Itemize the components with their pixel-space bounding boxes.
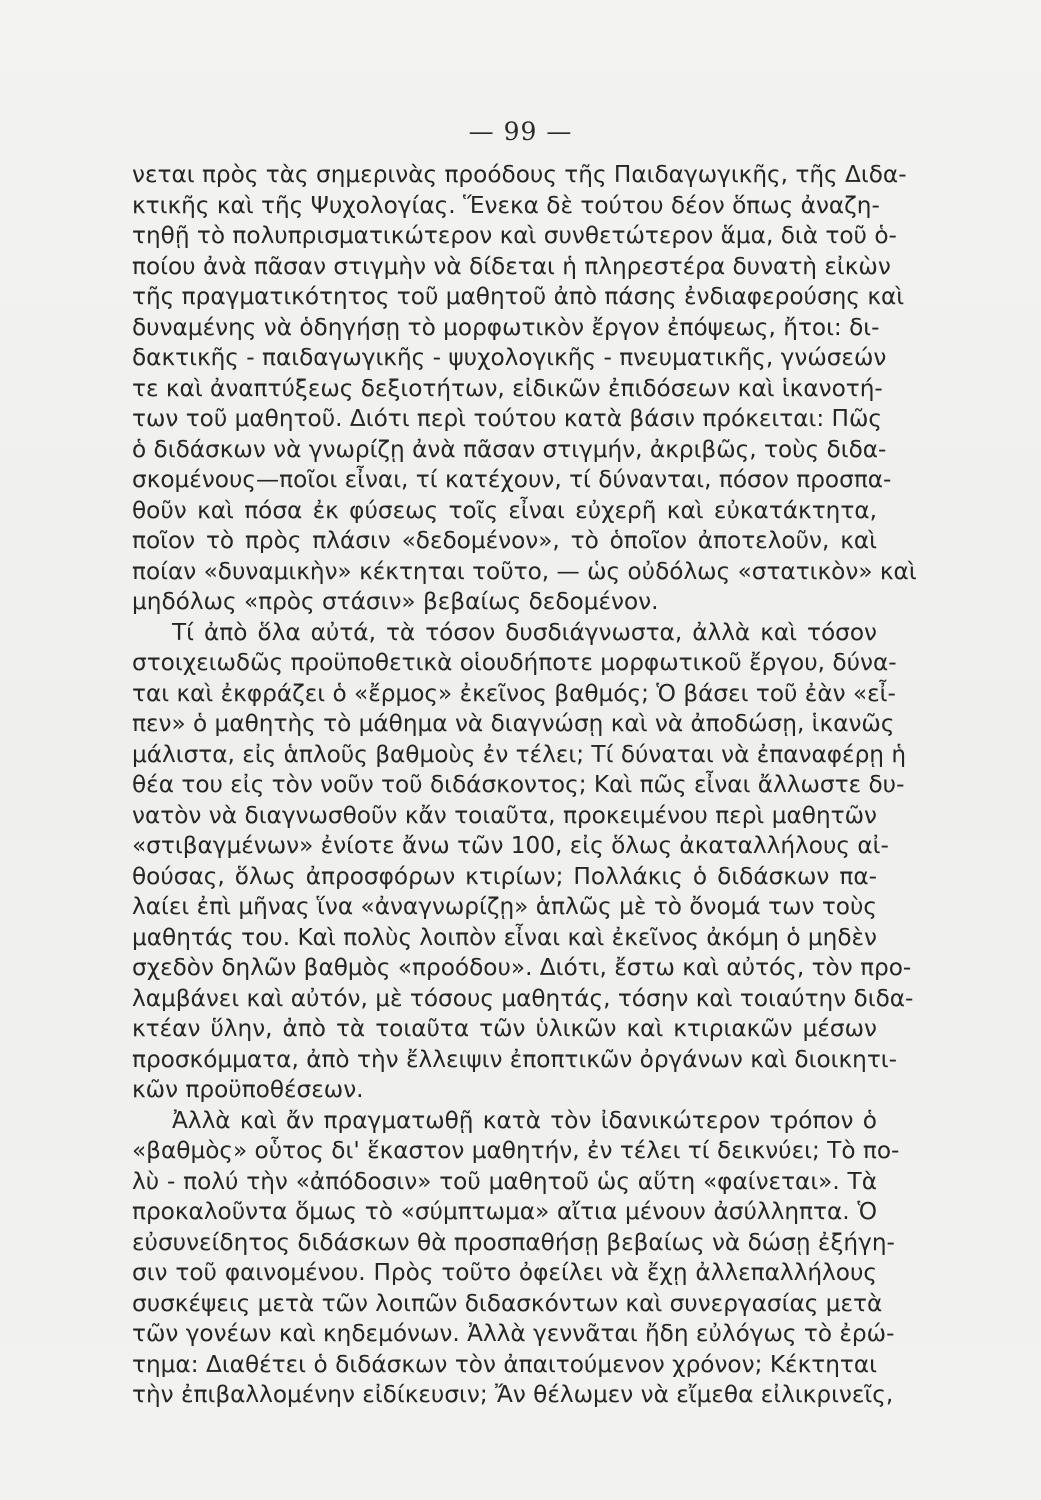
text-line: ται καὶ ἐκφράζει ὁ «ἔρμος» ἐκεῖνος βαθμός; Ὁ βάσει τοῦ ἐὰν «εἶ- (132, 679, 896, 707)
text-line: στοιχειωδῶς προϋποθετικὰ οἱουδήποτε μορφωτικοῦ ἔργου, δύνα- (132, 649, 897, 676)
paragraph-3 (132, 1106, 900, 1411)
text-line: τε καὶ ἀναπτύξεως δεξιοτήτων, εἰδικῶν ἐπιδόσεων καὶ ἱκανοτή- (132, 374, 883, 402)
text-line: θέα του εἰς τὸν νοῦν τοῦ διδάσκοντος; Καὶ πῶς εἶναι ἄλλωστε δυ- (132, 771, 905, 798)
text-line: σκομένους—ποῖοι εἶναι, τί κατέχουν, τί δύνανται, πόσον προσπα- (132, 466, 892, 493)
page-number: — 99 — (468, 117, 573, 146)
text-line: μαθητάς του. Καὶ πολὺς λοιπὸν εἶναι καὶ ἐκεῖνος ἀκόμη ὁ μηδὲν (132, 923, 877, 951)
text-line: θοῦν καὶ πόσα ἐκ φύσεως τοῖς εἶναι εὐχερῆ καὶ εὐκατάκτητα, (132, 496, 877, 524)
text-line: Τί ἀπὸ ὅλα αὐτά, τὰ τόσον δυσδιάγνωστα, ἀλλὰ καὶ τόσον (172, 618, 877, 646)
paragraph-2 (132, 618, 914, 1106)
text-line: συσκέψεις μετὰ τῶν λοιπῶν διδασκόντων καὶ συνεργασίας μετὰ (132, 1289, 883, 1317)
text-line: δυναμένης νὰ ὁδηγήσῃ τὸ μορφωτικὸν ἔργον ἐπόψεως, ἤτοι: δι- (132, 313, 880, 341)
text-line: Ἀλλὰ καὶ ἄν πραγματωθῇ κατὰ τὸν ἰδανικώτερον τρόπον ὁ (172, 1106, 877, 1134)
text-line: «βαθμὸς» οὗτος δι' ἕκαστον μαθητήν, ἐν τέλει τί δεικνύει; Τὸ πο- (132, 1137, 900, 1164)
text-line: ὁ διδάσκων νὰ γνωρίζῃ ἀνὰ πᾶσαν στιγμήν, ἀκριβῶς, τοὺς διδα- (132, 435, 887, 463)
text-line: των τοῦ μαθητοῦ. Διότι περὶ τούτου κατὰ βάσιν πρόκειται: Πῶς (132, 405, 883, 432)
body-text (132, 160, 917, 1411)
text-line: ποῖον τὸ πρὸς πλάσιν «δεδομένον», τὸ ὁποῖον ἀποτελοῦν, καὶ (132, 527, 877, 554)
text-line: νεται πρὸς τὰς σημερινὰς προόδους τῆς Παιδαγωγικῆς, τῆς Διδα- (132, 161, 907, 188)
text-line: τημα: Διαθέτει ὁ διδάσκων τὸν ἀπαιτούμενον χρόνον; Κέκτηται (132, 1350, 877, 1378)
text-line: σχεδὸν δηλῶν βαθμὸς «προόδου». Διότι, ἔστω καὶ αὐτός, τὸν προ- (132, 954, 912, 981)
text-line: σιν τοῦ φαινομένου. Πρὸς τοῦτο ὀφείλει νὰ ἔχῃ ἀλλεπαλλήλους (132, 1259, 877, 1286)
text-line: προκαλοῦντα ὅμως τὸ «σύμπτωμα» αἴτια μένουν ἀσύλληπτα. Ὁ (132, 1198, 877, 1225)
text-line: τῆς πραγματικότητος τοῦ μαθητοῦ ἀπὸ πάσης ἐνδιαφερούσης καὶ (132, 283, 905, 310)
text-line: κτέαν ὕλην, ἀπὸ τὰ τοιαῦτα τῶν ὑλικῶν καὶ κτιριακῶν μέσων (132, 1015, 877, 1042)
text-line: μηδόλως «πρὸς στάσιν» βεβαίως δεδομένον. (132, 588, 659, 615)
text-line: δακτικῆς - παιδαγωγικῆς - ψυχολογικῆς - πνευματικῆς, γνώσεών (132, 344, 887, 371)
text-line: κτικῆς καὶ τῆς Ψυχολογίας. Ἕνεκα δὲ τούτου δέον ὅπως ἀναζη- (132, 191, 880, 219)
paragraph-1 (132, 160, 917, 618)
text-line: προσκόμματα, ἀπὸ τὴν ἔλλειψιν ἐποπτικῶν ὀργάνων καὶ διοικητι- (132, 1045, 898, 1073)
text-line: λαμβάνει καὶ αὐτόν, μὲ τόσους μαθητάς, τόσην καὶ τοιαύτην διδα- (132, 984, 914, 1012)
text-line: ποίαν «δυναμικὴν» κέκτηται τοῦτο, — ὡς οὐδόλως «στατικὸν» καὶ (132, 557, 917, 585)
text-line: «στιβαγμένων» ἐνίοτε ἄνω τῶν 100, εἰς ὅλως ἀκαταλλήλους αἰ- (132, 832, 889, 859)
text-line: θούσας, ὅλως ἀπροσφόρων κτιρίων; Πολλάκις ὁ διδάσκων πα- (132, 862, 877, 890)
text-line: κῶν προϋποθέσεων. (132, 1076, 364, 1103)
text-line: τὴν ἐπιβαλλομένην εἰδίκευσιν; Ἄν θέλωμεν νὰ εἴμεθα εἰλικρινεῖς, (132, 1381, 894, 1408)
text-line: νατὸν νὰ διαγνωσθοῦν κἄν τοιαῦτα, προκειμένου περὶ μαθητῶν (132, 801, 877, 829)
text-line: μάλιστα, εἰς ἁπλοῦς βαθμοὺς ἐν τέλει; Τί δύναται νὰ ἐπαναφέρῃ ἡ (132, 740, 907, 768)
text-line: πεν» ὁ μαθητὴς τὸ μάθημα νὰ διαγνώσῃ καὶ νὰ ἀποδώσῃ, ἱκανῶς (132, 710, 895, 737)
text-line: λὺ - πολύ τὴν «ἀπόδοσιν» τοῦ μαθητοῦ ὡς αὕτη «φαίνεται». Τὰ (132, 1167, 877, 1195)
text-line: τηθῇ τὸ πολυπρισματικώτερον καὶ συνθετώτερον ἅμα, διὰ τοῦ ὁ- (132, 222, 897, 249)
text-line: λαίει ἐπὶ μῆνας ἵνα «ἀναγνωρίζῃ» ἁπλῶς μὲ τὸ ὄνομά των τοὺς (132, 893, 877, 920)
text-line: εὐσυνείδητος διδάσκων θὰ προσπαθήσῃ βεβαίως νὰ δώσῃ ἐξήγη- (132, 1228, 895, 1256)
text-line: τῶν γονέων καὶ κηδεμόνων. Ἀλλὰ γεννᾶται ἤδη εὐλόγως τὸ ἐρώ- (132, 1320, 895, 1347)
text-line: ποίου ἀνὰ πᾶσαν στιγμὴν νὰ δίδεται ἡ πληρεστέρα δυνατὴ εἰκὼν (132, 252, 891, 280)
